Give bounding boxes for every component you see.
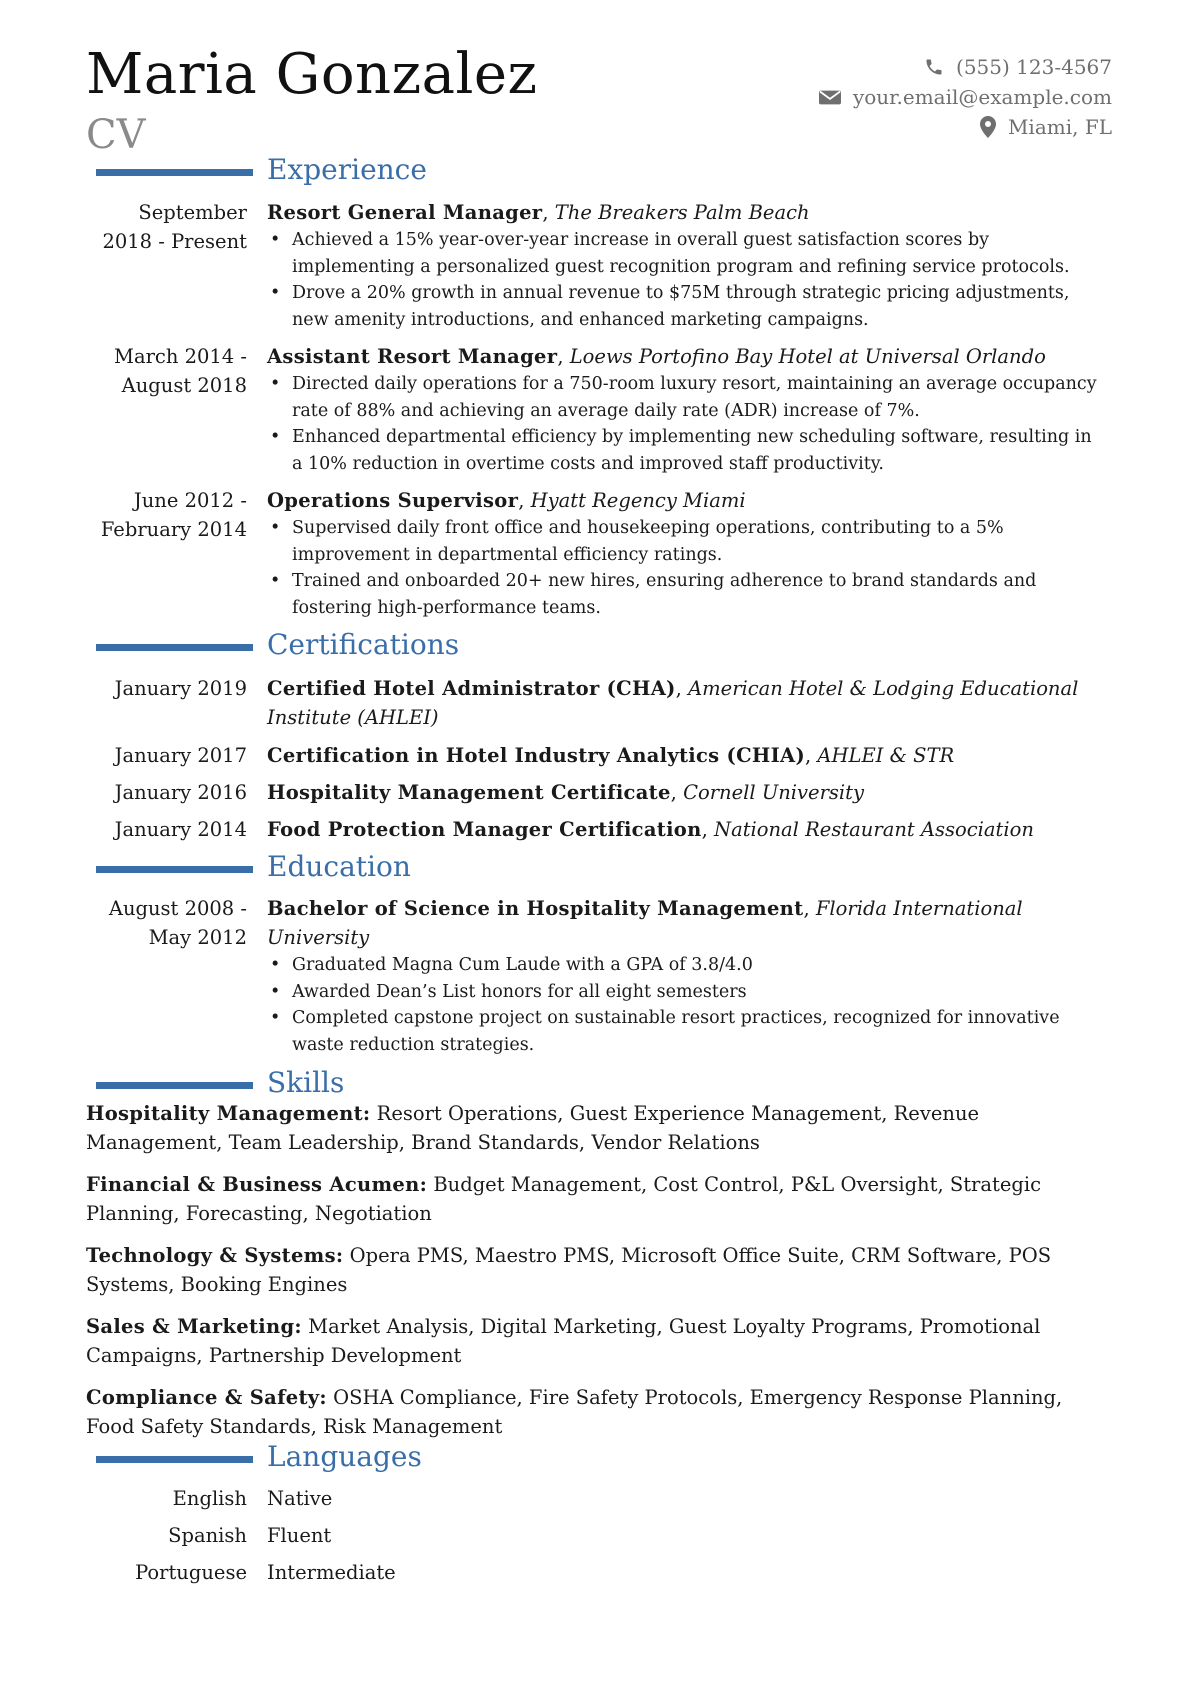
date-line: September xyxy=(138,201,247,224)
section-rule xyxy=(96,866,253,873)
bullet-item: • Drove a 20% growth in annual revenue to $75M through strategic pricing adjustments, new amenity introductions, and enhanced marketing campaigns. xyxy=(267,280,1107,333)
contact-phone-row[interactable] xyxy=(819,52,1112,82)
document-subtitle: CV xyxy=(86,112,146,158)
date-line: June 2012 - xyxy=(133,489,247,512)
bullet-item: • Completed capstone project on sustainable resort practices, recognized for innovative waste reduction strategies. xyxy=(267,1005,1107,1058)
skill-group xyxy=(86,1099,1116,1157)
entry-title-line: Resort General Manager, The Breakers Palm Beach xyxy=(267,201,810,224)
skill-values: Market Analysis, Digital Marketing, Guest Loyalty Programs, Promotional Campaigns, Partnership Development xyxy=(86,1315,1041,1367)
skill-values: OSHA Compliance, Fire Safety Protocols, Emergency Response Planning, Food Safety Standards, Risk Management xyxy=(86,1386,1063,1438)
job-title: Resort General Manager xyxy=(267,201,543,224)
entry-date xyxy=(86,342,247,400)
bullet-item: • Graduated Magna Cum Laude with a GPA of 3.8/4.0 xyxy=(267,952,1107,979)
person-name: Maria Gonzalez xyxy=(86,42,538,107)
skill-label: Sales & Marketing: xyxy=(86,1315,302,1338)
entry-date xyxy=(86,198,247,256)
entry-title-line: Operations Supervisor, Hyatt Regency Miami xyxy=(267,489,746,512)
section-title: Skills xyxy=(267,1066,345,1099)
skill-values: Opera PMS, Maestro PMS, Microsoft Office Suite, CRM Software, POS Systems, Booking Engines xyxy=(86,1244,1052,1296)
section-title: Experience xyxy=(267,153,427,186)
entry-date: January 2017 xyxy=(114,744,247,767)
entry-body xyxy=(267,815,1107,844)
entry-body xyxy=(267,486,1107,621)
employer: The Breakers Palm Beach xyxy=(554,201,810,224)
job-title: Assistant Resort Manager xyxy=(267,345,558,368)
bullet-item: • Supervised daily front office and housekeeping operations, contributing to a 5% improvement in departmental efficiency ratings. xyxy=(267,515,1107,568)
entry-date: January 2019 xyxy=(114,677,247,700)
certification-name: Certification in Hotel Industry Analytics (CHIA) xyxy=(267,744,805,767)
date-line: March 2014 - xyxy=(113,345,247,368)
skill-values: Budget Management, Cost Control, P&L Oversight, Strategic Planning, Forecasting, Negotiation xyxy=(86,1173,1041,1225)
employer: Hyatt Regency Miami xyxy=(530,489,746,512)
skill-label: Technology & Systems: xyxy=(86,1244,344,1267)
bullet-list xyxy=(267,371,1107,477)
skill-values: Resort Operations, Guest Experience Management, Revenue Management, Team Leadership, Brand Standards, Vendor Relations xyxy=(86,1102,980,1154)
certification-name: Certified Hotel Administrator (CHA) xyxy=(267,677,676,700)
entry-title-line: Assistant Resort Manager, Loews Portofino Bay Hotel at Universal Orlando xyxy=(267,345,1046,368)
certifications-section-header xyxy=(0,628,1190,668)
bullet-list xyxy=(267,952,1107,1058)
certification-name: Hospitality Management Certificate xyxy=(267,781,671,804)
section-rule xyxy=(96,1456,253,1463)
job-title: Operations Supervisor xyxy=(267,489,519,512)
skill-group xyxy=(86,1241,1116,1299)
certification-name: Food Protection Manager Certification xyxy=(267,818,702,841)
entry-body xyxy=(267,198,1107,333)
language-name: Portuguese xyxy=(135,1561,247,1584)
issuer: American Hotel & Lodging Educational Institute (AHLEI) xyxy=(267,677,1079,729)
language-name: Spanish xyxy=(168,1524,247,1547)
bullet-list xyxy=(267,515,1107,621)
degree: Bachelor of Science in Hospitality Management xyxy=(267,897,804,920)
language-level: Native xyxy=(267,1487,333,1510)
contact-email-row[interactable] xyxy=(819,82,1112,112)
contact-email: your.email@example.com xyxy=(852,85,1112,109)
issuer: Cornell University xyxy=(683,781,865,804)
section-rule xyxy=(96,1082,253,1089)
section-title: Education xyxy=(267,850,411,883)
language-name: English xyxy=(172,1487,247,1510)
phone-icon xyxy=(924,57,944,77)
skill-label: Financial & Business Acumen: xyxy=(86,1173,428,1196)
entry-title-line: Bachelor of Science in Hospitality Management, Florida International University xyxy=(267,897,1023,949)
envelope-icon xyxy=(819,88,841,106)
entry-title-line: Certified Hotel Administrator (CHA), American Hotel & Lodging Educational Institute (AHLEI) xyxy=(267,677,1079,729)
section-title: Languages xyxy=(267,1440,422,1473)
map-pin-icon xyxy=(980,116,996,138)
entry-body xyxy=(267,894,1107,1058)
contact-location-row xyxy=(819,112,1112,142)
entry-body xyxy=(267,674,1107,732)
skill-label: Compliance & Safety: xyxy=(86,1386,327,1409)
section-rule xyxy=(96,169,253,176)
issuer: National Restaurant Association xyxy=(714,818,1034,841)
section-rule xyxy=(96,644,253,651)
skill-group xyxy=(86,1312,1116,1370)
entry-body xyxy=(267,741,1107,770)
bullet-item: • Awarded Dean’s List honors for all eight semesters xyxy=(267,979,1107,1006)
date-line: 2018 - Present xyxy=(102,230,247,253)
entry-body xyxy=(267,342,1107,477)
issuer: AHLEI & STR xyxy=(817,744,955,767)
entry-date: January 2016 xyxy=(114,781,247,804)
date-line: February 2014 xyxy=(100,518,247,541)
bullet-item: • Achieved a 15% year-over-year increase in overall guest satisfaction scores by implementing a personalized guest recognition program and refining service protocols. xyxy=(267,227,1107,280)
date-line: May 2012 xyxy=(148,926,247,949)
bullet-list xyxy=(267,227,1107,333)
entry-date xyxy=(86,486,247,544)
bullet-item: • Enhanced departmental efficiency by implementing new scheduling software, resulting in a 10% reduction in overtime costs and improved staff productivity. xyxy=(267,424,1107,477)
employer: Loews Portofino Bay Hotel at Universal Orlando xyxy=(569,345,1046,368)
bullet-item: • Trained and onboarded 20+ new hires, ensuring adherence to brand standards and fostering high-performance teams. xyxy=(267,568,1107,621)
school: Florida International University xyxy=(267,897,1023,949)
date-line: August 2008 - xyxy=(108,897,247,920)
bullet-item: • Directed daily operations for a 750-room luxury resort, maintaining an average occupancy rate of 88% and achieving an average daily rate (ADR) increase of 7%. xyxy=(267,371,1107,424)
date-line: August 2018 xyxy=(121,374,247,397)
section-title: Certifications xyxy=(267,628,460,661)
education-section-header xyxy=(0,850,1190,890)
languages-section-header xyxy=(0,1440,1190,1480)
language-level: Intermediate xyxy=(267,1561,396,1584)
language-level: Fluent xyxy=(267,1524,332,1547)
contact-phone: (555) 123-4567 xyxy=(956,55,1112,79)
entry-date xyxy=(86,894,247,952)
contact-block xyxy=(819,52,1112,142)
experience-section-header xyxy=(0,153,1190,193)
entry-title-line: Certification in Hotel Industry Analytics (CHIA), AHLEI & STR xyxy=(267,744,955,767)
skill-group xyxy=(86,1170,1116,1228)
entry-title-line: Hospitality Management Certificate, Cornell University xyxy=(267,781,865,804)
skill-label: Hospitality Management: xyxy=(86,1102,371,1125)
entry-body xyxy=(267,778,1107,807)
entry-date: January 2014 xyxy=(114,818,247,841)
entry-title-line: Food Protection Manager Certification, National Restaurant Association xyxy=(267,818,1034,841)
skill-group xyxy=(86,1383,1116,1441)
contact-location: Miami, FL xyxy=(1007,115,1112,139)
